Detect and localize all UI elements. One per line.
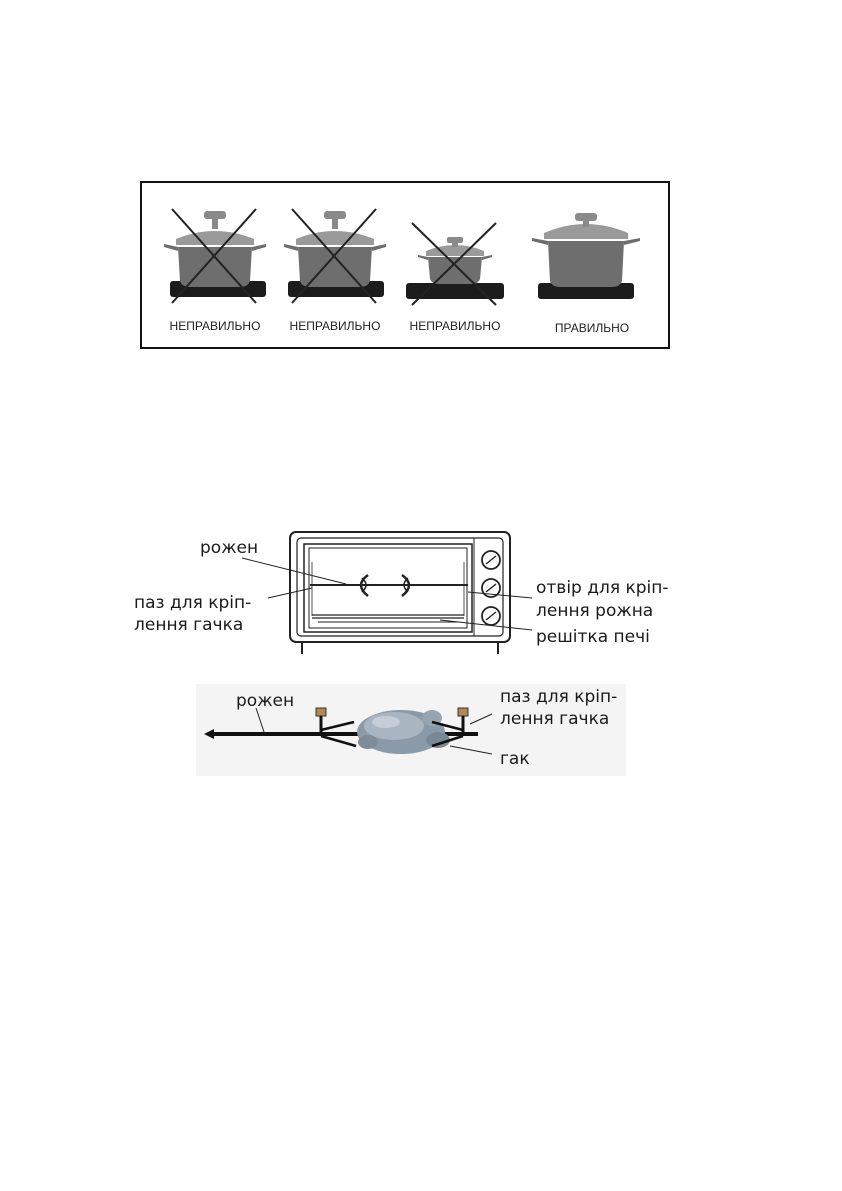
pot-4-label: ПРАВИЛЬНО [554, 321, 630, 335]
chicken [357, 710, 450, 754]
label-hook-slot-b: лення гачка [500, 709, 610, 729]
pot-2-body [298, 247, 372, 287]
label-spit: рожен [200, 538, 259, 558]
pot-2-label: НЕПРАВИЛЬНО [289, 319, 381, 333]
label-spit-hole-1: отвір для кріп- [536, 578, 669, 598]
pots-figure-svg [140, 181, 670, 349]
label-spit-hole-2: лення рожна [536, 601, 654, 621]
leader-spit [242, 558, 346, 584]
pot-3-body [428, 257, 482, 284]
pot-1-label: НЕПРАВИЛЬНО [169, 319, 261, 333]
label-hook-slot-a: паз для кріп- [500, 687, 618, 707]
pots-figure [140, 181, 670, 349]
pot-3-label: НЕПРАВИЛЬНО [409, 319, 501, 333]
spit-figure [196, 684, 646, 776]
label-oven-rack: решітка печі [536, 627, 650, 647]
label-hook-slot-2: лення гачка [134, 615, 244, 635]
left-screw [316, 708, 326, 716]
label-spit-2: рожен [236, 691, 295, 711]
oven-window [304, 544, 472, 632]
right-screw [458, 708, 468, 716]
pot-4-body [548, 241, 624, 287]
pot-1-body [178, 247, 252, 287]
leader-spit-hole [468, 592, 532, 598]
label-hook: гак [500, 749, 530, 769]
oven-figure [134, 520, 700, 660]
label-hook-slot-1: паз для кріп- [134, 593, 252, 613]
